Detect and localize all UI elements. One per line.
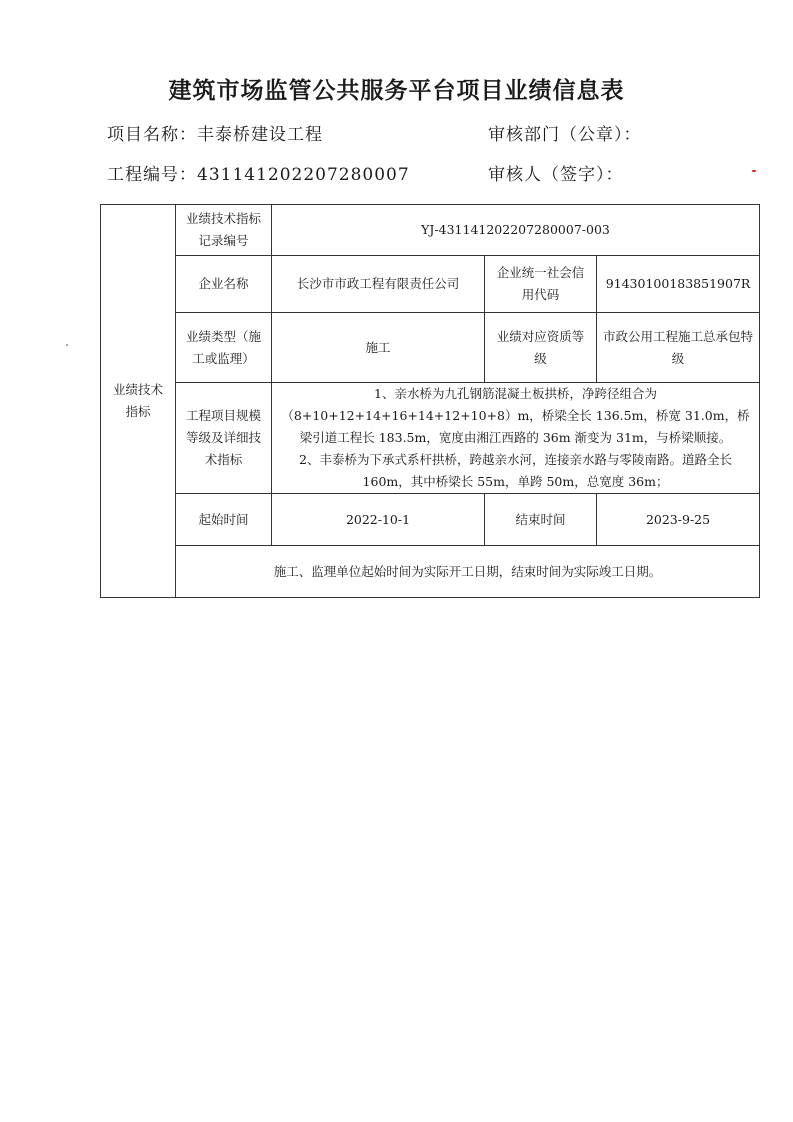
note: 施工、监理单位起始时间为实际开工日期，结束时间为实际竣工日期。	[176, 546, 760, 598]
start-value: 2022-10-1	[272, 494, 485, 546]
qualification-value: 市政公用工程施工总承包特级	[597, 313, 760, 383]
project-no-row	[107, 160, 410, 185]
end-value: 2023-9-25	[597, 494, 760, 546]
auditor-label: 审核人（签字）：	[488, 165, 624, 185]
company-value: 长沙市市政工程有限责任公司	[272, 256, 485, 313]
record-no-label: 业绩技术指标记录编号	[176, 205, 272, 256]
credit-code-label: 企业统一社会信用代码	[485, 256, 597, 313]
project-name-value: 丰泰桥建设工程	[197, 125, 323, 145]
end-label: 结束时间	[485, 494, 597, 546]
scan-speck	[66, 344, 68, 346]
detail-value	[272, 383, 760, 494]
project-no-label: 工程编号：	[107, 165, 197, 185]
record-no-value: YJ-431141202207280007-003	[272, 205, 760, 256]
type-label: 业绩类型（施工或监理）	[176, 313, 272, 383]
audit-dept-label: 审核部门（公章）：	[488, 125, 642, 145]
project-name-label: 项目名称：	[107, 125, 197, 145]
project-name-row	[107, 120, 323, 145]
credit-code-value: 91430100183851907R	[597, 256, 760, 313]
qualification-label: 业绩对应资质等级	[485, 313, 597, 383]
detail-line-2: 2、丰泰桥为下承式系杆拱桥，跨越亲水河，连接亲水路与零陵南路。道路全长 160m，其中桥梁长 55m，单跨 50m，总宽度 36m；	[299, 452, 732, 489]
company-label: 企业名称	[176, 256, 272, 313]
detail-label: 工程项目规模等级及详细技术指标	[176, 383, 272, 494]
type-value: 施工	[272, 313, 485, 383]
side-label: 业绩技术指标	[101, 205, 176, 598]
project-no-value: 431141202207280007	[197, 165, 410, 185]
page-title: 建筑市场监管公共服务平台项目业绩信息表	[168, 78, 625, 104]
detail-line-1: 1、亲水桥为九孔钢筋混凝土板拱桥，净跨径组合为（8+10+12+14+16+14+12+10+8）m，桥梁全长 136.5m，桥宽 31.0m，桥梁引道工程长 183.5m，宽度由湘江西路的 36m 渐变为 31m，与桥梁顺接。	[281, 386, 750, 445]
performance-table	[100, 204, 760, 598]
ink-mark	[752, 170, 756, 172]
start-label: 起始时间	[176, 494, 272, 546]
